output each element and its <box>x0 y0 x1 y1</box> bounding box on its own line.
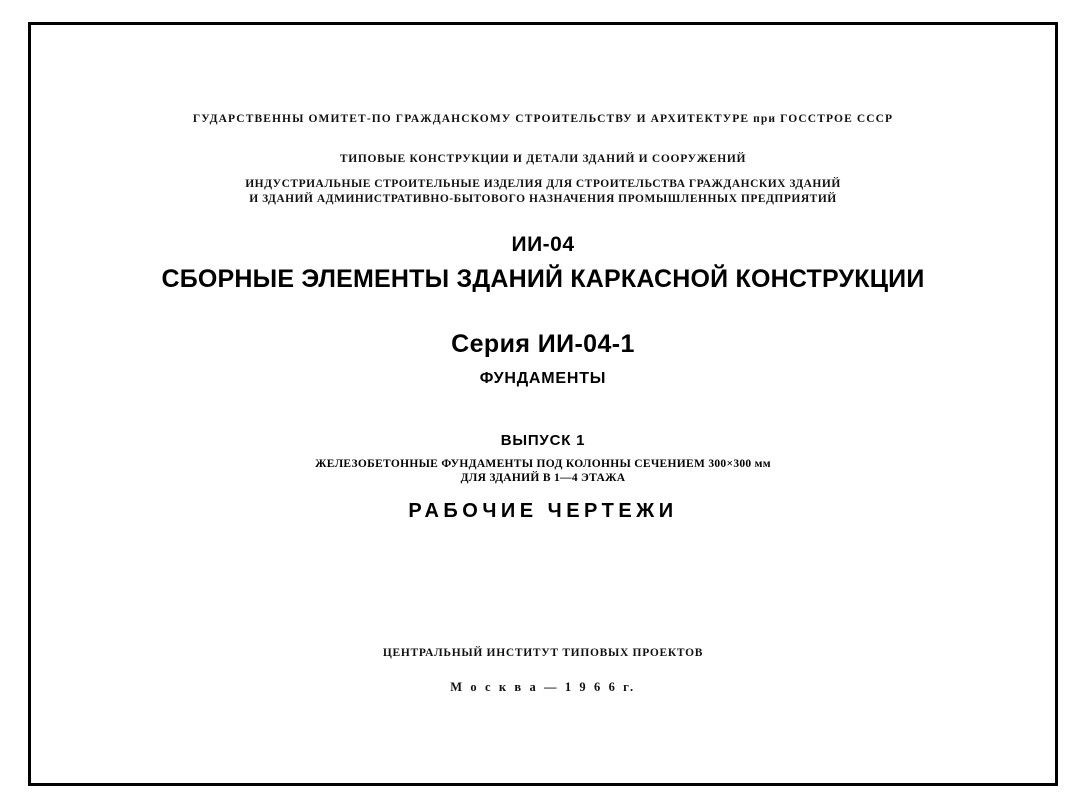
document-title: СБОРНЫЕ ЭЛЕМЕНТЫ ЗДАНИЙ КАРКАСНОЙ КОНСТРУКЦИИ <box>161 265 925 293</box>
subhead-line-2: И ЗДАНИЙ АДМИНИСТРАТИВНО-БЫТОВОГО НАЗНАЧЕНИЯ ПРОМЫШЛЕННЫХ ПРЕДПРИЯТИЙ <box>249 193 837 205</box>
series-kind-label: ТИПОВЫЕ КОНСТРУКЦИИ И ДЕТАЛИ ЗДАНИЙ И СООРУЖЕНИЙ <box>339 153 747 165</box>
organization-header: ГУДАРСТВЕННЫ ОМИТЕТ-ПО ГРАЖДАНСКОМУ СТРОИТЕЛЬСТВУ И АРХИТЕКТУРЕ при ГОССТРОЕ СССР <box>192 113 894 125</box>
issue-description-line-2: ДЛЯ ЗДАНИЙ В 1—4 ЭТАЖА <box>460 472 626 484</box>
title-page-content <box>31 25 1055 783</box>
series-title: Серия ИИ-04-1 <box>451 330 635 358</box>
series-subtitle: ФУНДАМЕНТЫ <box>479 370 607 387</box>
publisher-institute: ЦЕНТРАЛЬНЫЙ ИНСТИТУТ ТИПОВЫХ ПРОЕКТОВ <box>382 647 704 659</box>
subhead-block <box>31 177 1055 207</box>
issue-description-line-1: ЖЕЛЕЗОБЕТОННЫЕ ФУНДАМЕНТЫ ПОД КОЛОННЫ СЕЧЕНИЕМ 300×300 мм <box>315 458 771 470</box>
subhead-line-1: ИНДУСТРИАЛЬНЫЕ СТРОИТЕЛЬНЫЕ ИЗДЕЛИЯ ДЛЯ СТРОИТЕЛЬСТВА ГРАЖДАНСКИХ ЗДАНИЙ <box>245 178 841 190</box>
issue-description <box>31 457 1055 485</box>
city-and-year: М о с к в а — 1 9 6 6 г. <box>450 680 636 694</box>
working-drawings-title: РАБОЧИЕ ЧЕРТЕЖИ <box>408 500 678 522</box>
document-code: ИИ-04 <box>511 233 575 256</box>
issue-label: ВЫПУСК 1 <box>500 432 586 449</box>
document-page <box>28 22 1058 786</box>
